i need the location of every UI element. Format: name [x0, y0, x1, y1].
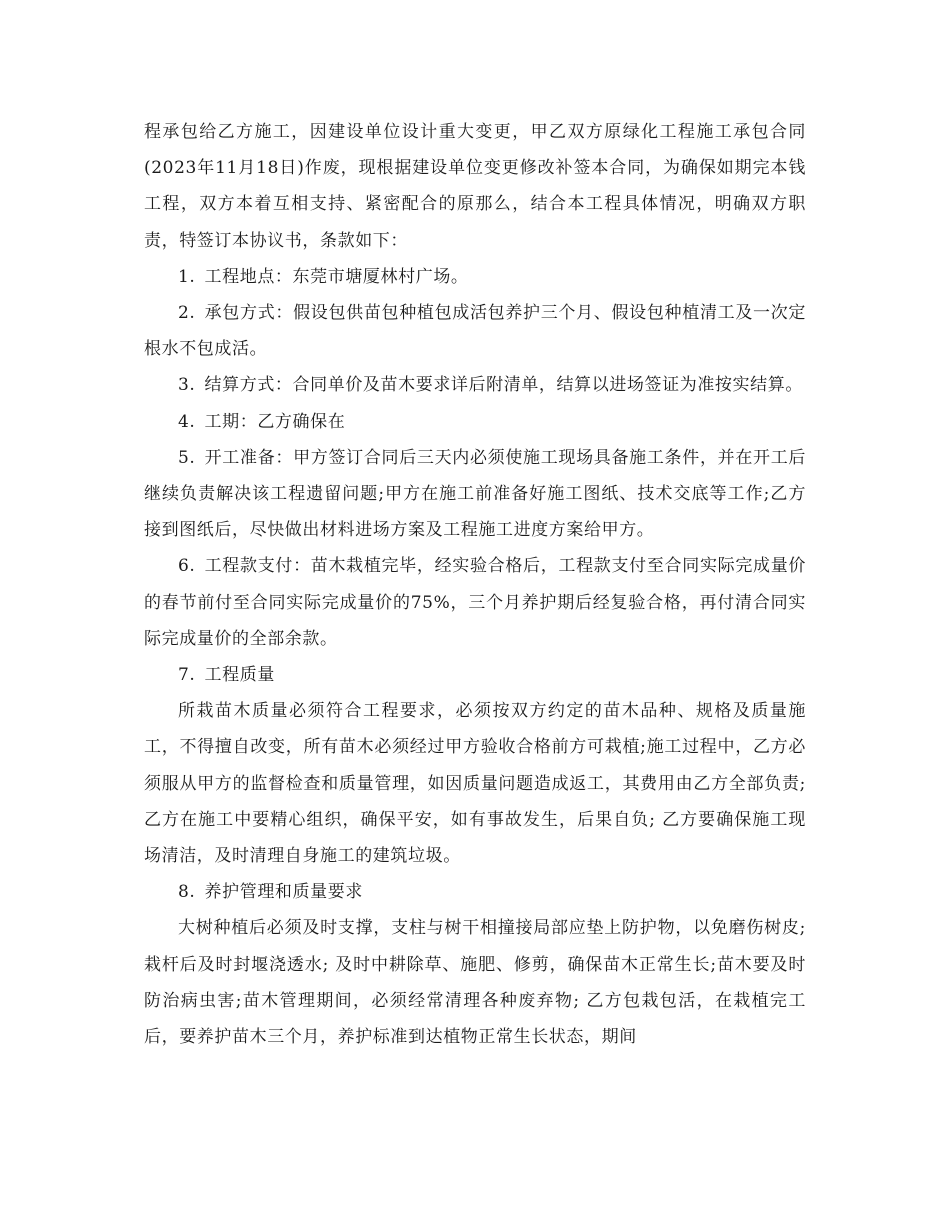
quality-paragraph: 所栽苗木质量必须符合工程要求，必须按双方约定的苗木品种、规格及质量施工，不得擅自改变，所有苗木必须经过甲方验收合格前方可栽植;施工过程中，乙方必须服从甲方的监督检查和质量管理，如因质量问题造成返工，其费用由乙方全部负责;乙方在施工中要精心组织，确保平安，如有事故发生，后果自负; 乙方要确保施工现场清洁，及时清理自身施工的建筑垃圾。	[144, 701, 806, 867]
clause-1	[144, 259, 806, 295]
clause-text: 开工准备：甲方签订合同后三天内必须使施工现场具备施工条件，并在开工后继续负责解决该工程遗留问题;甲方在施工前准备好施工图纸、技术交底等工作;乙方接到图纸后，尽快做出材料进场方案及工程施工进度方案给甲方。	[144, 447, 806, 541]
clause-text: 工程质量	[204, 665, 275, 686]
clause-number: 4.	[178, 411, 196, 432]
clause-number: 2.	[178, 303, 196, 324]
clause-number: 8.	[178, 882, 196, 903]
clause-4	[144, 404, 806, 440]
clause-7	[144, 657, 806, 693]
maintenance-paragraph: 大树种植后必须及时支撑，支柱与树干相撞接局部应垫上防护物，以免磨伤树皮; 栽杆后及时封堰浇透水; 及时中耕除草、施肥、修剪，确保苗木正常生长;苗木要及时防治病虫害;苗木管理期间，必须经常清理各种废弃物; 乙方包栽包活，在栽植完工后，要养护苗木三个月，养护标准到达植物正常生长状态，期间	[144, 918, 806, 1048]
clause-5	[144, 440, 806, 549]
clause-text: 工程款支付：苗木栽植完毕，经实验合格后，工程款支付至合同实际完成量价的春节前付至合同实际完成量价的75%，三个月养护期后经复验合格，再付清合同实际完成量价的全部余款。	[144, 556, 806, 649]
clause-2	[144, 295, 806, 367]
clause-text: 承包方式：假设包供苗包种植包成活包养护三个月、假设包种植清工及一次定根水不包成活。	[144, 303, 806, 360]
clause-text: 工程地点：东莞市塘厦林村广场。	[204, 266, 469, 287]
clause-number: 5.	[178, 447, 196, 468]
clause-text: 工期：乙方确保在	[204, 411, 346, 432]
clause-number: 6.	[178, 556, 196, 577]
clause-6	[144, 548, 806, 657]
clause-text: 结算方式：合同单价及苗木要求详后附清单，结算以进场签证为准按实结算。	[204, 375, 803, 396]
clause-8	[144, 874, 806, 910]
clause-number: 7.	[178, 665, 196, 686]
clause-3	[144, 367, 806, 403]
clause-number: 3.	[178, 375, 196, 396]
document-body	[144, 114, 806, 1055]
clause-number: 1.	[178, 266, 196, 287]
clause-text: 养护管理和质量要求	[204, 882, 363, 903]
intro-paragraph: 程承包给乙方施工，因建设单位设计重大变更，甲乙双方原绿化工程施工承包合同(2023年11月18日)作废，现根据建设单位变更修改补签本合同，为确保如期完本钱工程，双方本着互相支持、紧密配合的原那么，结合本工程具体情况，明确双方职责，特签订本协议书，条款如下：	[144, 122, 806, 251]
